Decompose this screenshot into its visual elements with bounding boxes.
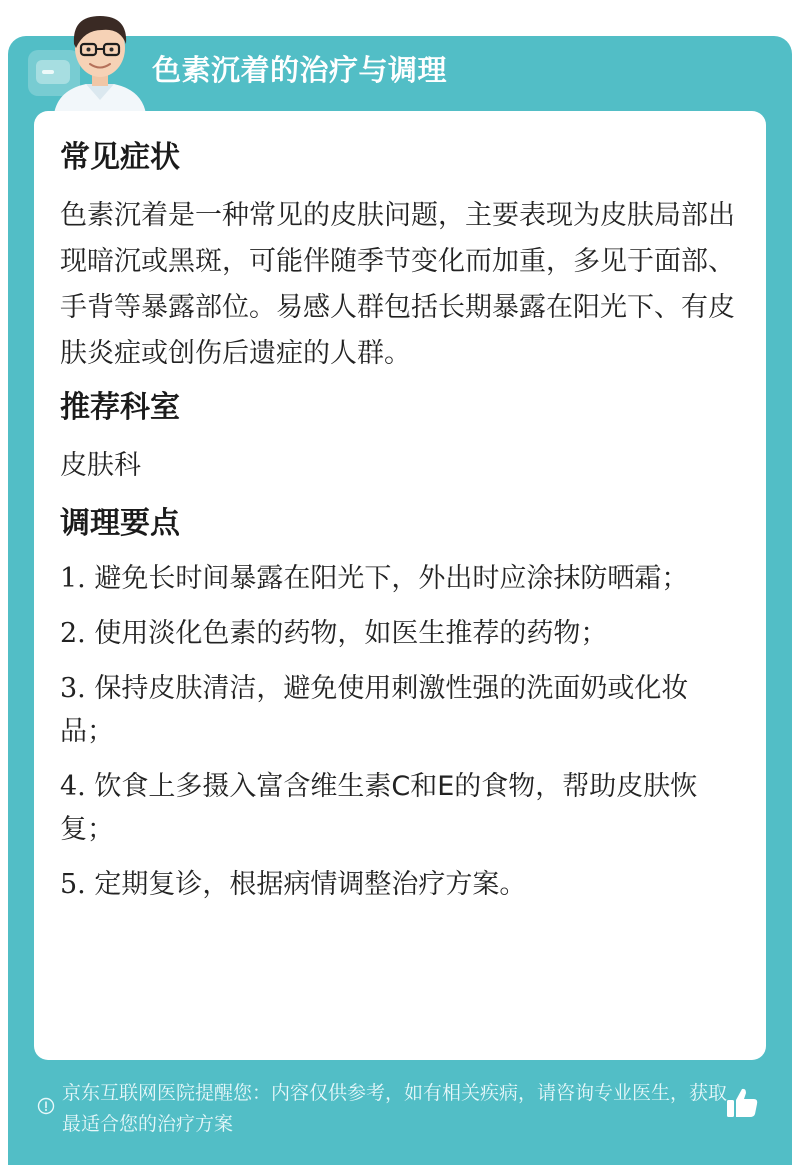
symptoms-text: 色素沉着是一种常见的皮肤问题，主要表现为皮肤局部出现暗沉或黑斑，可能伴随季节变化而加重，多见于面部、手背等暴露部位。易感人群包括长期暴露在阳光下、有皮肤炎症或创伤后遗症的人群。 (60, 200, 735, 369)
list-item-number: 5. (60, 869, 86, 900)
list-item-text: 饮食上多摄入富含维生素C和E的食物，帮助皮肤恢复； (60, 771, 698, 845)
content-card (34, 111, 766, 1060)
list-item-number: 4. (60, 771, 86, 802)
department-value: 皮肤科 (60, 450, 141, 481)
list-item (60, 765, 740, 851)
list-item-text: 定期复诊，根据病情调整治疗方案。 (85, 869, 527, 900)
footer-disclaimer: 京东互联网医院提醒您：内容仅供参考，如有相关疾病，请咨询专业医生，获取最适合您的治疗方案 (62, 1082, 728, 1135)
list-item (60, 863, 740, 906)
care-title: 调理要点 (60, 506, 180, 541)
list-item (60, 667, 740, 753)
doctor-avatar-icon (40, 4, 160, 114)
list-item (60, 557, 740, 600)
list-item-text: 避免长时间暴露在阳光下，外出时应涂抹防晒霜； (85, 563, 689, 594)
symptoms-title: 常见症状 (60, 140, 180, 175)
page-title: 色素沉着的治疗与调理 (152, 53, 448, 87)
list-item-text: 保持皮肤清洁，避免使用刺激性强的洗面奶或化妆品； (60, 673, 689, 747)
thumbs-up-icon[interactable] (722, 1083, 762, 1123)
list-item-number: 2. (60, 618, 86, 649)
list-item-number: 3. (60, 673, 86, 704)
info-icon (37, 1097, 55, 1115)
department-title: 推荐科室 (60, 390, 180, 425)
list-item-text: 使用淡化色素的药物，如医生推荐的药物； (85, 618, 608, 649)
list-item (60, 612, 740, 655)
list-item-number: 1. (60, 563, 86, 594)
care-list (60, 557, 740, 906)
